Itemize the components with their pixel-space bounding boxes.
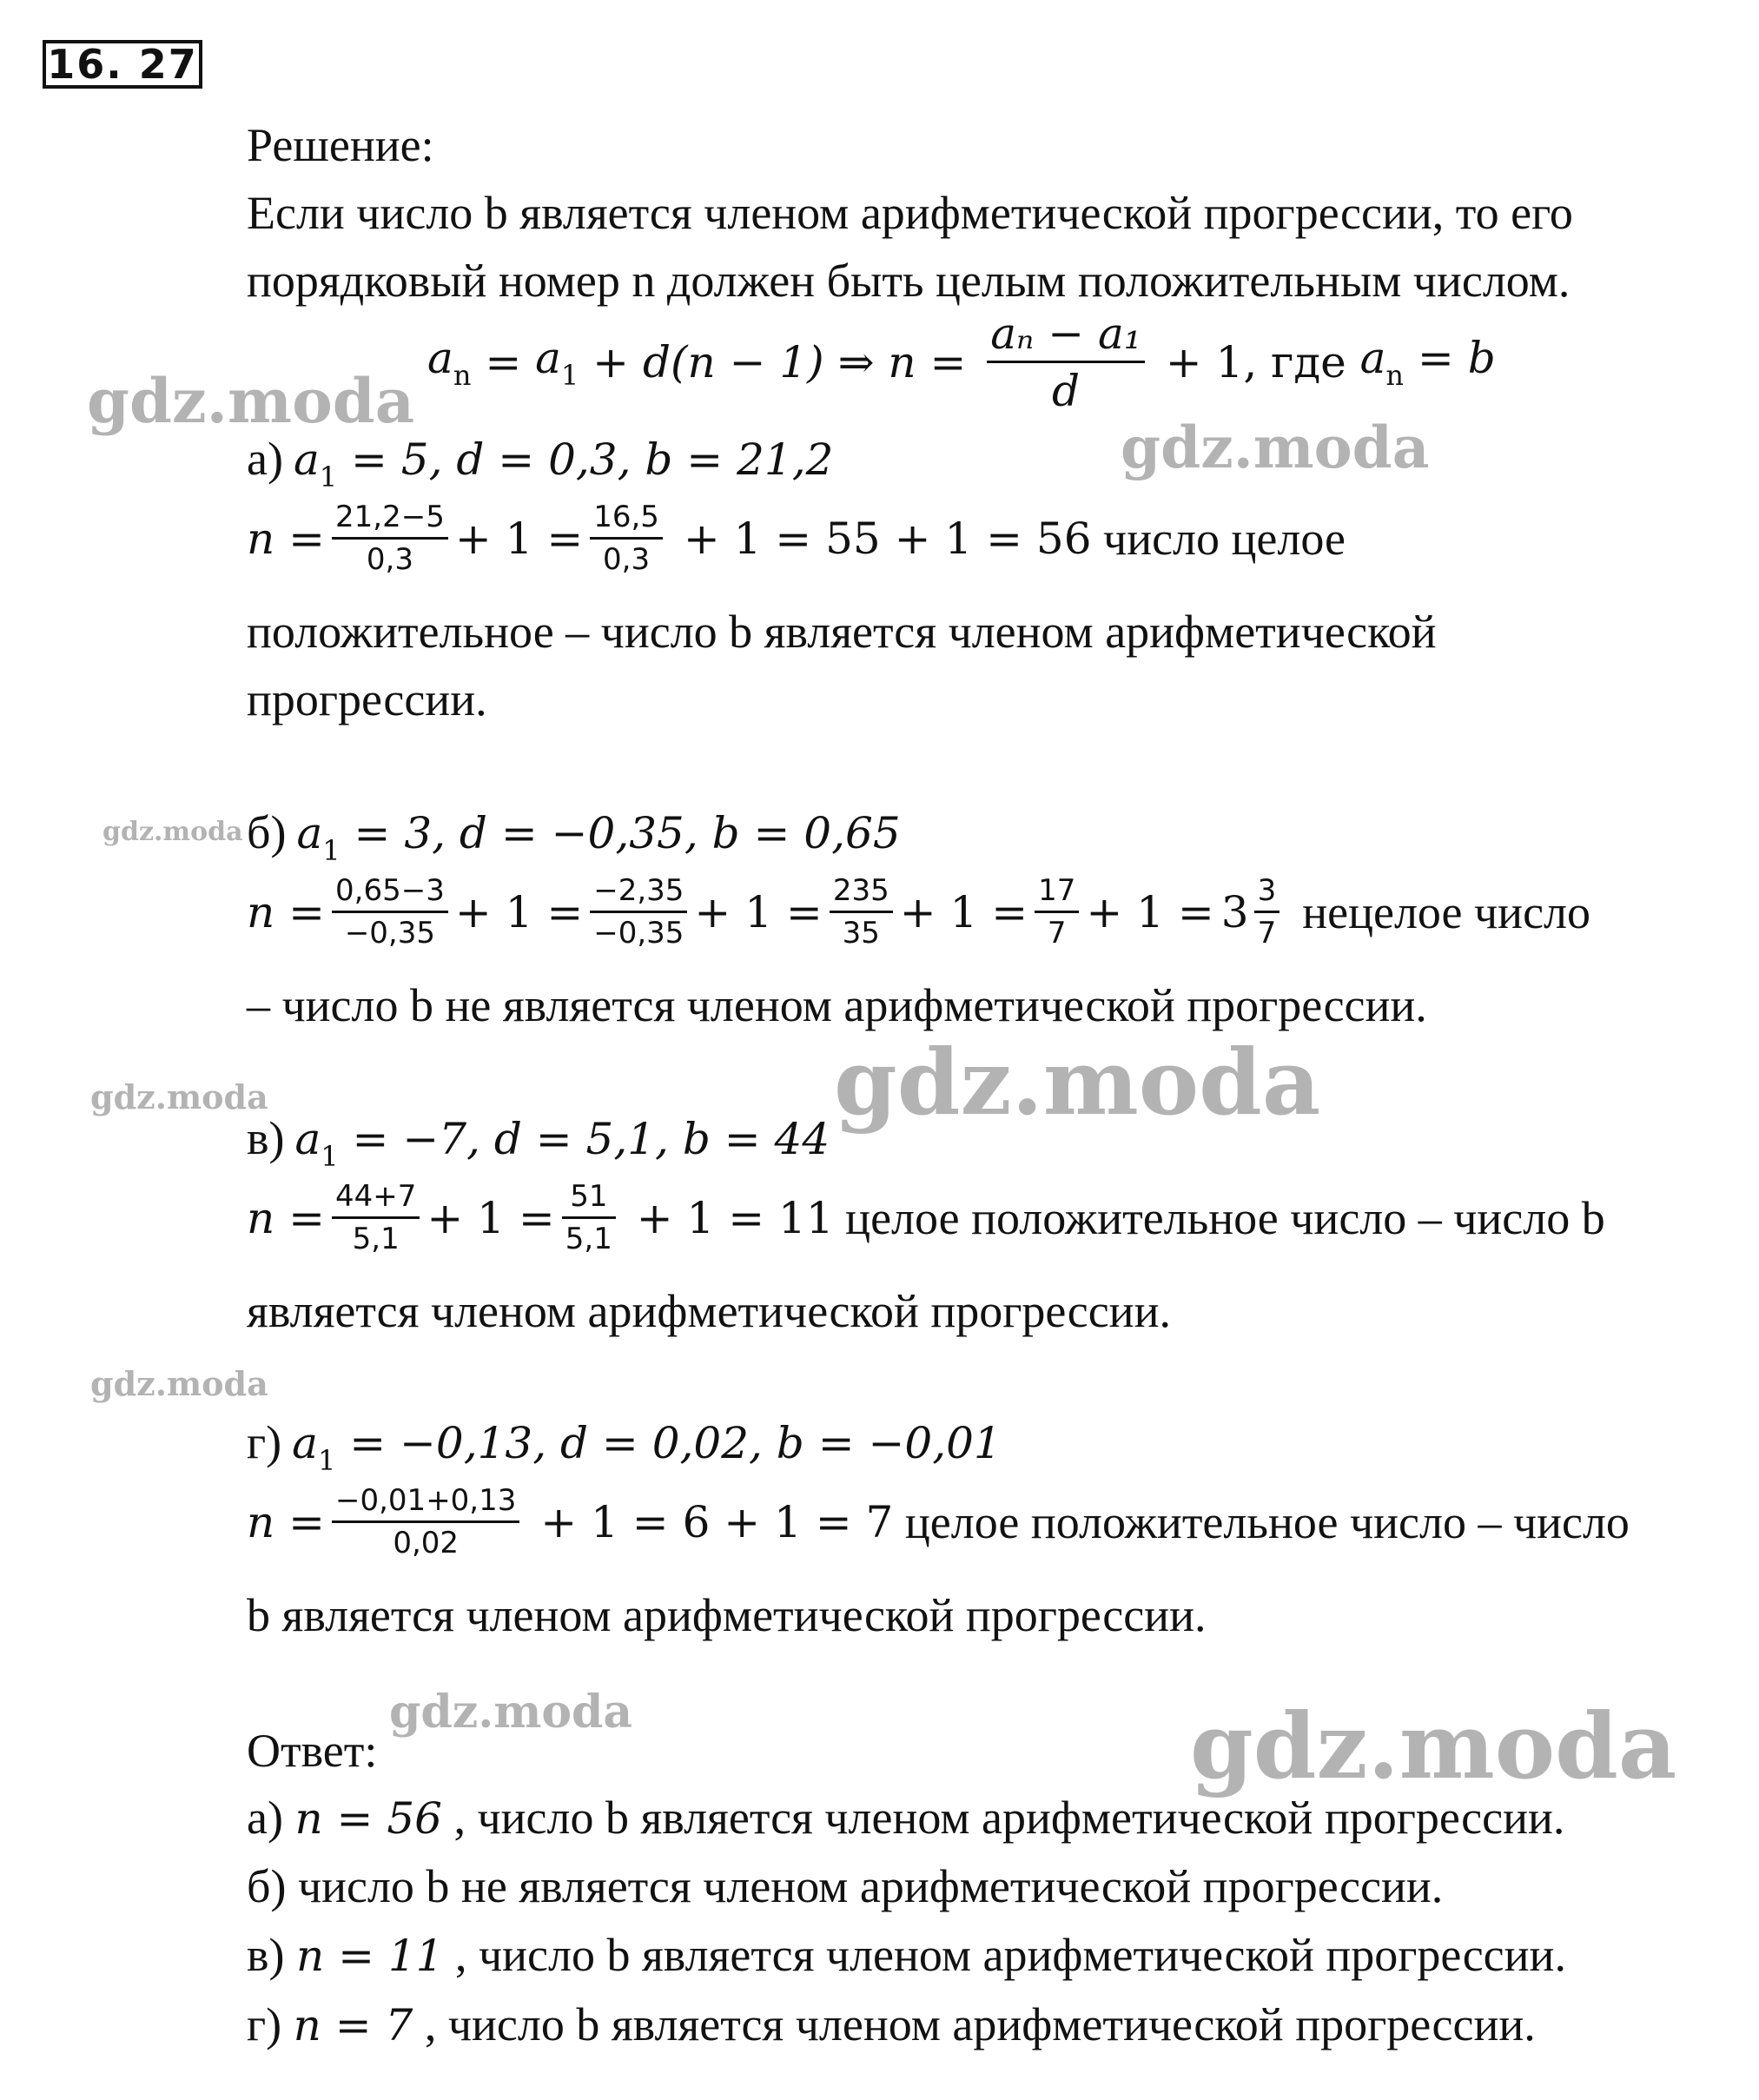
part-b-frac-4: $\frac{17}{7}$	[1035, 876, 1079, 949]
part-a-line-2: положительное – число b является членом арифметической	[247, 606, 1437, 658]
answer-label: Ответ:	[247, 1725, 378, 1777]
part-a-frac-2: $\frac{16,5}{0,3}$	[590, 502, 663, 575]
part-g-given: г) $a_1$ = −0,13, d = 0,02, b = −0,01	[247, 1416, 1002, 1477]
watermark: gdz.moda	[102, 817, 243, 847]
part-b-mixed-number: 3 $\frac{3}{7}$	[1221, 876, 1286, 949]
part-b-frac-1: $\frac{0,65-3}{-0,35}$	[332, 876, 448, 949]
part-b-frac-2: $\frac{-2,35}{-0,35}$	[590, 876, 687, 949]
part-b-line-2: – число b не является членом арифметической прогрессии.	[247, 979, 1427, 1031]
watermark: gdz.moda	[90, 1077, 268, 1116]
formula-a1: $a_1$	[535, 333, 579, 392]
part-v-calc: n = $\frac{44+7}{5,1}$ + 1 = $\frac{51}{5,1}$ + 1 = 11 целое положительное число – число b	[247, 1179, 1605, 1256]
part-g-line-2: b является членом арифметической прогрессии.	[247, 1589, 1207, 1641]
formula-an: $a_n$	[427, 333, 472, 392]
intro-line-2: порядковый номер n должен быть целым положительным числом.	[247, 255, 1571, 307]
task-number: 16. 27	[43, 40, 202, 89]
part-v-frac-1: $\frac{44+7}{5,1}$	[332, 1182, 420, 1255]
part-a-given: а) $a_1$ = 5, d = 0,3, b = 21,2	[247, 433, 834, 494]
watermark: gdz.moda	[1190, 1693, 1677, 1799]
answer-a: а) n = 56 , число b является членом арифметической прогрессии.	[247, 1792, 1565, 1844]
watermark: gdz.moda	[834, 1029, 1321, 1136]
watermark: gdz.moda	[87, 365, 415, 437]
part-v-given: в) $a_1$ = −7, d = 5,1, b = 44	[247, 1112, 830, 1173]
part-a-line-3: прогрессии.	[247, 673, 487, 725]
part-a-calc: n = $\frac{21,2-5}{0,3}$ + 1 = $\frac{16,5}{0,3}$ + 1 = 55 + 1 = 56 число целое	[247, 500, 1346, 577]
answer-b: б) число b не является членом арифметической прогрессии.	[247, 1860, 1444, 1912]
watermark: gdz.moda	[90, 1364, 268, 1403]
watermark: gdz.moda	[1121, 414, 1430, 481]
formula-an-b: $a_n = b$	[1359, 333, 1496, 392]
part-v-frac-2: $\frac{51}{5,1}$	[562, 1182, 616, 1255]
watermark: gdz.moda	[389, 1686, 633, 1739]
part-g-frac-1: $\frac{-0,01+0,13}{0,02}$	[332, 1486, 519, 1559]
general-formula: $a_n$ = $a_1$ + d(n − 1) ⇒ n = $\frac{\text{aₙ − a₁}}{d}$ + 1, где $a_n = b$	[427, 308, 1496, 416]
intro-line-1: Если число b является членом арифметической прогрессии, то его	[247, 187, 1573, 239]
part-b-calc: n = $\frac{0,65-3}{-0,35}$ + 1 = $\frac{-2,35}{-0,35}$ + 1 = $\frac{235}{35}$ + 1 = $\frac{17}{7}$ + 1 = 3 $\frac{3}{7}$ нецелое число	[247, 873, 1590, 951]
part-g-calc: n = $\frac{-0,01+0,13}{0,02}$ + 1 = 6 + 1 = 7 целое положительное число – число	[247, 1483, 1630, 1560]
answer-v: в) n = 11 , число b является членом арифметической прогрессии.	[247, 1929, 1566, 1981]
formula-fraction: $\frac{\text{aₙ − a₁}}{d}$	[987, 311, 1145, 414]
part-b-given: б) $a_1$ = 3, d = −0,35, b = 0,65	[247, 806, 901, 867]
part-b-frac-3: $\frac{235}{35}$	[830, 876, 893, 949]
answer-g: г) n = 7 , число b является членом арифметической прогрессии.	[247, 1998, 1536, 2050]
solution-label: Решение:	[247, 119, 434, 171]
part-v-line-2: является членом арифметической прогрессии.	[247, 1285, 1171, 1337]
part-a-frac-1: $\frac{21,2-5}{0,3}$	[332, 502, 448, 575]
